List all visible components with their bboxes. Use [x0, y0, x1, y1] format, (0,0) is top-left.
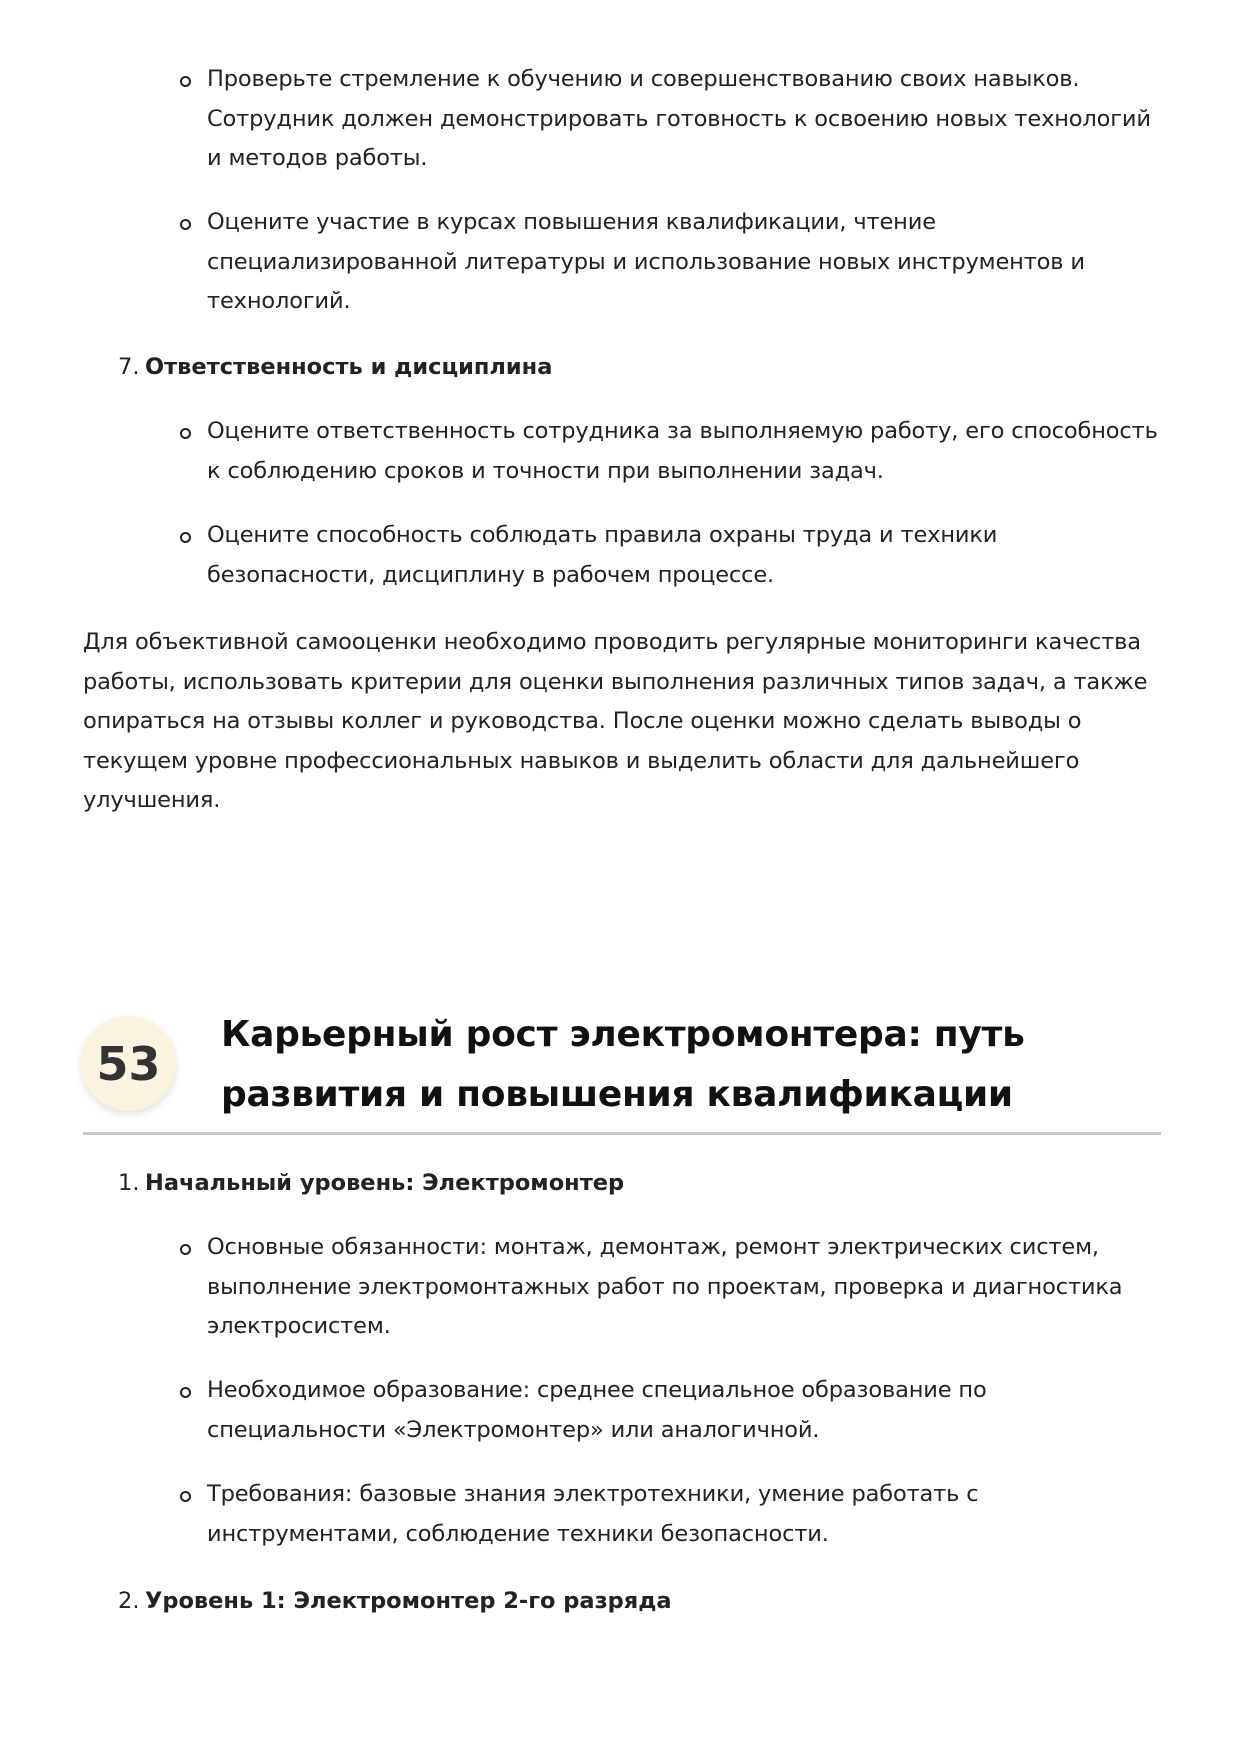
circle-bullet-icon [180, 219, 191, 230]
numbered-item-2 [118, 1582, 1118, 1622]
list-item [207, 1371, 1167, 1450]
item-label: Начальный уровень: Электромонтер [145, 1170, 625, 1196]
bullet-text: Требования: базовые знания электротехники, умение работать с инструментами, соблюдение техники безопасности. [207, 1481, 979, 1547]
item-number: 1. [118, 1170, 140, 1196]
item-number: 2. [118, 1588, 140, 1614]
bullet-text: Проверьте стремление к обучению и совершенствованию своих навыков. Сотрудник должен демонстрировать готовность к освоению новых технологий и методов работы. [207, 66, 1151, 171]
item-number: 7. [118, 354, 140, 380]
closing-paragraph: Для объективной самооценки необходимо проводить регулярные мониторинги качества работы, использовать критерии для оценки выполнения различных типов задач, а также опираться на отзывы коллег и руководства. После оценки можно сделать выводы о текущем уровне профессиональных навыков и выделить области для дальнейшего улучшения. [83, 629, 1148, 813]
item-label: Уровень 1: Электромонтер 2-го разряда [145, 1588, 672, 1614]
circle-bullet-icon [180, 76, 191, 87]
circle-bullet-icon [180, 428, 191, 439]
circle-bullet-icon [180, 532, 191, 543]
list-item [207, 1228, 1167, 1347]
bullet-text: Оцените участие в курсах повышения квалификации, чтение специализированной литературы и использование новых инструментов и технологий. [207, 209, 1085, 314]
numbered-item-1 [118, 1164, 1118, 1204]
list-item [207, 60, 1167, 179]
section-title: Карьерный рост электромонтера: путь развития и повышения квалификации [221, 1014, 1025, 1115]
bullet-text: Необходимое образование: среднее специальное образование по специальности «Электромонтер» или аналогичной. [207, 1377, 987, 1443]
circle-bullet-icon [180, 1491, 191, 1502]
circle-bullet-icon [180, 1244, 191, 1255]
bullet-text: Оцените ответственность сотрудника за выполняемую работу, его способность к соблюдению сроков и точности при выполнении задач. [207, 418, 1158, 484]
bullet-text: Основные обязанности: монтаж, демонтаж, ремонт электрических систем, выполнение электромонтажных работ по проектам, проверка и диагностика электросистем. [207, 1234, 1123, 1339]
list-item [207, 1475, 1167, 1554]
list-item [207, 516, 1167, 595]
bullet-text: Оцените способность соблюдать правила охраны труда и техники безопасности, дисциплину в рабочем процессе. [207, 522, 998, 588]
item-label: Ответственность и дисциплина [145, 354, 553, 380]
section-divider [83, 1132, 1161, 1135]
circle-bullet-icon [180, 1387, 191, 1398]
section-number-badge: 53 [81, 1016, 176, 1111]
list-item [207, 412, 1167, 491]
list-item [207, 203, 1167, 322]
numbered-item-7 [118, 348, 1118, 388]
